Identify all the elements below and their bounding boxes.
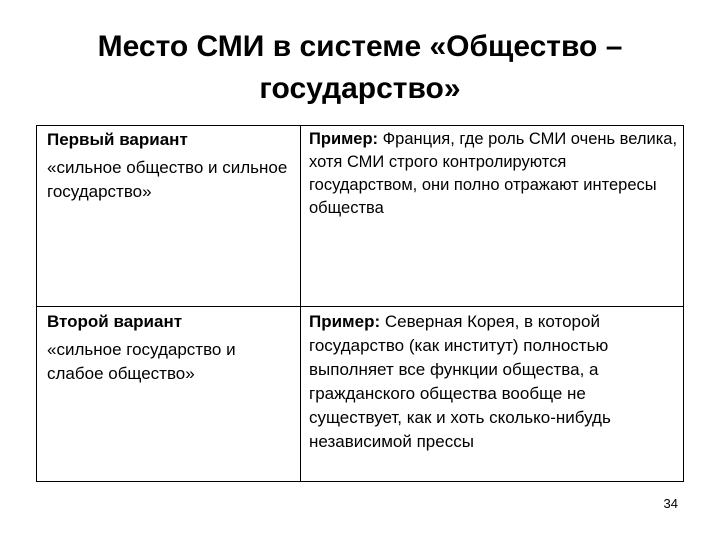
variant-description: «сильное государство и слабое общество»	[47, 340, 236, 383]
example-label: Пример:	[309, 130, 379, 148]
column-divider	[300, 126, 301, 481]
row-1-example-cell	[309, 128, 679, 220]
comparison-table	[36, 125, 684, 482]
slide-title	[40, 26, 680, 110]
variant-description: «сильное общество и сильное государство»	[47, 158, 288, 201]
variant-heading: Первый вариант	[47, 130, 188, 149]
page-number: 34	[663, 496, 678, 511]
row-2-variant-cell	[47, 310, 292, 386]
example-text: Северная Корея, в которой государство (как институт) полностью выполняет все функции общества, а гражданского общества вообще не существует, как и хоть сколько-нибудь независимой прессы	[309, 312, 611, 451]
variant-heading: Второй вариант	[47, 312, 183, 331]
title-line-1: Место СМИ в системе «Общество –	[97, 30, 623, 63]
row-2-example-cell	[309, 310, 679, 454]
example-label: Пример:	[309, 312, 381, 331]
row-1-variant-cell	[47, 128, 292, 204]
row-divider	[37, 306, 683, 307]
title-line-2: государство»	[259, 72, 461, 105]
example-text: Франция, где роль СМИ очень велика, хотя СМИ строго контролируются государством, они полно отражают интересы общества	[309, 130, 678, 217]
